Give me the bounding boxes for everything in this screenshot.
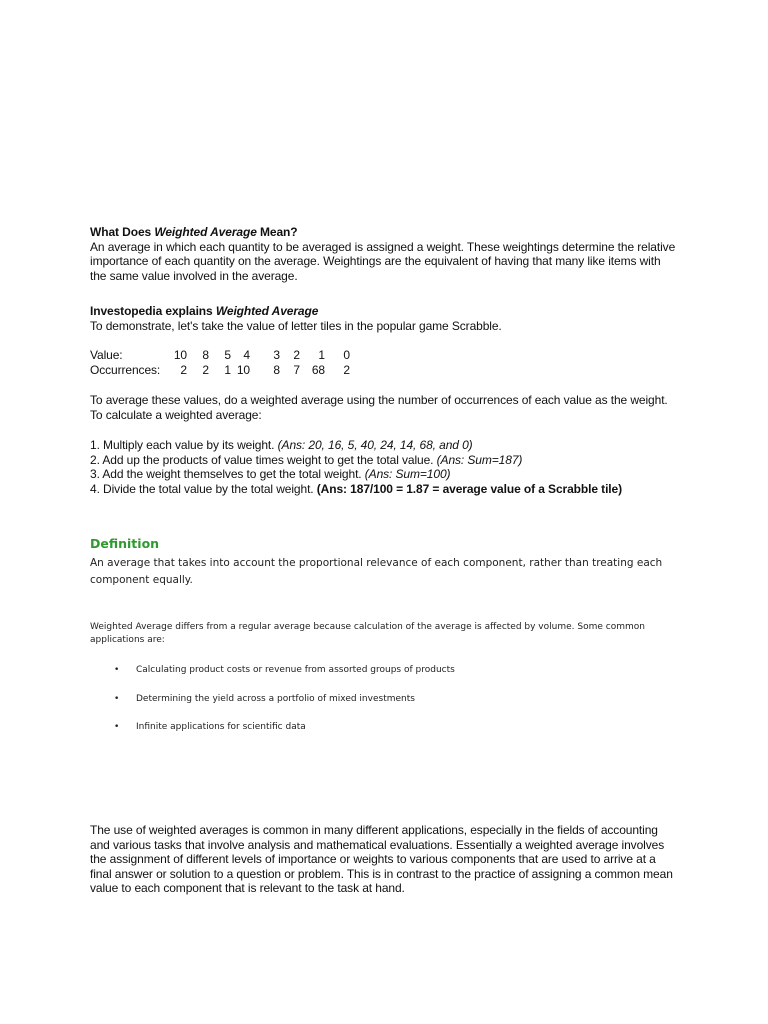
what-does-section [90, 225, 680, 283]
average-intro [90, 393, 680, 422]
step-text: 3. Add the weight themselves to get the total weight. [90, 467, 365, 482]
step-text: 4. Divide the total value by the total weight. [90, 481, 317, 496]
occurrence-cell: 2 [343, 362, 350, 377]
value-cell: 8 [202, 348, 209, 362]
applications-list [90, 663, 690, 749]
list-item [90, 720, 690, 749]
step-answer-bold-italic: 1.87 = average value of a Scrabble tile) [406, 481, 623, 496]
list-item [90, 663, 690, 692]
occurrence-cell: 2 [202, 362, 209, 377]
what-does-body: An average in which each quantity to be averaged is assigned a weight. These weightings determine the relative importance of each quantity on the average. Weightings are the equivalent of having that many like items with the same value involved in the average. [90, 239, 676, 283]
list-item-text: Determining the yield across a portfolio of mixed investments [136, 693, 415, 704]
value-label: Value: [90, 348, 123, 362]
heading-suffix: Mean? [256, 225, 298, 239]
value-table [90, 348, 680, 377]
value-cell: 10 [173, 348, 187, 362]
occurrence-cell: 7 [293, 362, 300, 377]
differs-paragraph: Weighted Average differs from a regular average because calculation of the average is affected by volume. Some common applications are: [90, 622, 645, 645]
value-cell: 0 [343, 348, 350, 362]
step-answer: (Ans: Sum=100) [364, 467, 451, 482]
step-item [90, 438, 680, 453]
value-cell: 3 [273, 348, 280, 362]
occurrences-row [90, 363, 680, 378]
value-cell: 4 [243, 348, 250, 362]
heading-term: Weighted Average [154, 225, 257, 239]
closing-paragraph-text: The use of weighted averages is common in many different applications, especially in the fields of accounting and various tasks that involve analysis and mathematical evaluations. Essentially a weighted average involves the assignment of different levels of importance or weights to various components that are used to arrive at a final answer or solution to a question or problem. This is in contrast to the practice of assigning a common mean value to each component that is relevant to the task at hand. [90, 823, 673, 896]
step-answer: (Ans: 20, 16, 5, 40, 24, 14, 68, and 0) [277, 438, 473, 452]
occurrence-cell: 10 [236, 362, 250, 377]
bullet-icon: • [114, 722, 120, 732]
definition-text: An average that takes into account the proportional relevance of each component, rather than treating each component equally. [90, 557, 663, 586]
occurrence-cell: 68 [311, 362, 325, 377]
explains-term: Weighted Average [215, 304, 319, 318]
step-item [90, 482, 680, 497]
occurrence-cell: 1 [224, 362, 231, 377]
step-item [90, 453, 680, 468]
value-cell: 5 [224, 348, 231, 362]
explains-prefix: Investopedia explains [90, 304, 216, 318]
list-item [90, 692, 690, 721]
list-item-text: Infinite applications for scientific data [136, 722, 306, 732]
steps-list [90, 438, 680, 496]
bullet-icon: • [114, 693, 120, 704]
step-text: 2. Add up the products of value times weight to get the total value. [90, 452, 437, 467]
definition-heading: Definition [90, 536, 160, 551]
heading-prefix: What Does [90, 225, 155, 239]
explains-section [90, 304, 680, 333]
value-cell: 1 [318, 348, 325, 362]
occurrences-label: Occurrences: [90, 362, 161, 377]
value-row [90, 348, 680, 363]
explains-intro: To demonstrate, let's take the value of letter tiles in the popular game Scrabble. [90, 318, 502, 333]
step-answer-bold: (Ans: 187/100 = [316, 481, 407, 496]
value-cell: 2 [293, 348, 300, 362]
step-answer: (Ans: Sum=187) [436, 452, 523, 467]
average-intro-text: To average these values, do a weighted average using the number of occurrences of each value as the weight. To calculate a weighted average: [90, 393, 668, 422]
occurrence-cell: 8 [273, 362, 280, 377]
occurrence-cell: 2 [180, 362, 187, 377]
step-item [90, 467, 680, 482]
step-text: 1. Multiply each value by its weight. [90, 438, 278, 452]
closing-paragraph [90, 823, 680, 896]
explains-heading [90, 304, 680, 319]
list-item-text: Calculating product costs or revenue from assorted groups of products [136, 665, 455, 675]
bullet-icon: • [114, 665, 120, 675]
what-does-heading [90, 225, 680, 240]
